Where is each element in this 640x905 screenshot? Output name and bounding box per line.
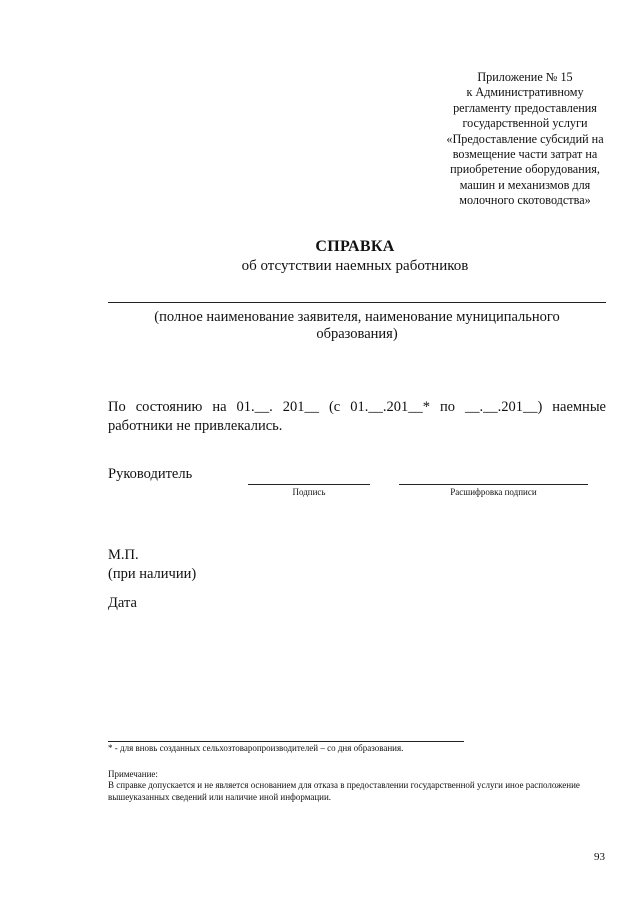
- appendix-line: машин и механизмов для: [459, 177, 591, 192]
- appendix-line: приобретение оборудования,: [450, 162, 600, 177]
- appendix-line: молочного скотоводства»: [459, 193, 591, 208]
- applicant-caption-line: образования): [316, 326, 398, 342]
- appendix-reference: [420, 70, 630, 209]
- footnote: * - для вновь созданных сельхозтоваропроизводителей – со дня образования.: [108, 743, 404, 753]
- statement-line: работники не привлекались.: [108, 418, 283, 434]
- appendix-line: возмещение части затрат на: [452, 147, 598, 162]
- signature-decode-caption: Расшифровка подписи: [450, 487, 537, 497]
- head-label: Руководитель: [108, 466, 193, 482]
- note-title: Примечание:: [108, 769, 158, 779]
- appendix-line: государственной услуги: [462, 116, 588, 131]
- seal-label: М.П.: [108, 547, 139, 563]
- document-subtitle: об отсутствии наемных работников: [241, 258, 469, 274]
- seal-block: [108, 546, 196, 584]
- applicant-caption: [108, 309, 606, 343]
- seal-note: (при наличии): [108, 566, 197, 582]
- date-label: Дата: [108, 595, 137, 611]
- applicant-caption-line: (полное наименование заявителя, наименование муниципального: [154, 309, 560, 325]
- signature-decode-line: [399, 484, 588, 485]
- appendix-line: Приложение № 15: [477, 70, 573, 84]
- statement-line: По состоянию на 01.__. 201__ (с 01.__.201__* по __.__.201__) наемные: [108, 399, 606, 415]
- footnote-divider: [108, 741, 464, 742]
- appendix-line: регламенту предоставления: [453, 100, 597, 115]
- signature-caption: Подпись: [292, 487, 326, 497]
- applicant-name-line: [108, 302, 606, 303]
- appendix-line: к Административному: [466, 85, 584, 100]
- note-text: В справке допускается и не является основанием для отказа в предоставлении государственной услуги иное расположение вышеуказанных сведений или наличие иной информации.: [108, 780, 580, 802]
- document-title: СПРАВКА: [315, 238, 395, 255]
- page-number: 93: [594, 851, 605, 863]
- signature-line: [248, 484, 370, 485]
- appendix-line: «Предоставление субсидий на: [446, 131, 604, 146]
